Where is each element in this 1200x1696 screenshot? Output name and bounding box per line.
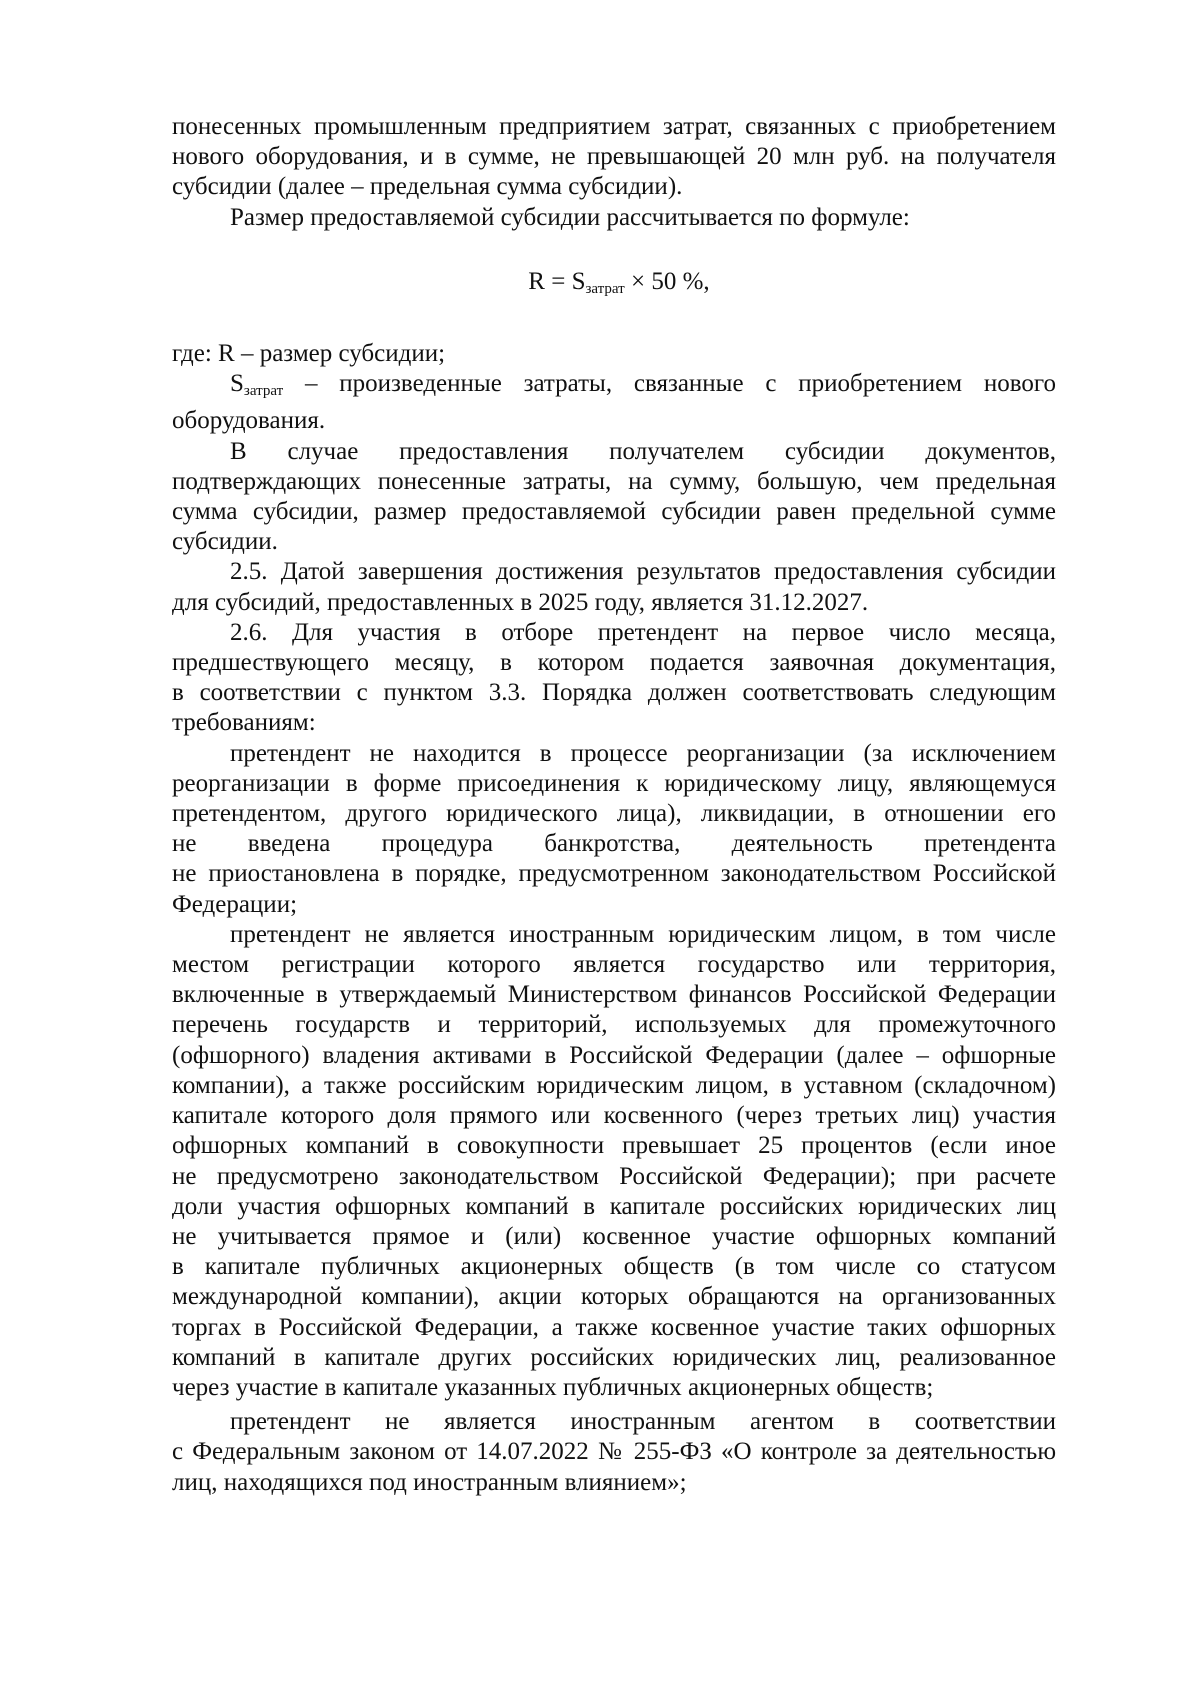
paragraph-line: не введена процедура банкротства, деятельность претендента: [172, 830, 1056, 858]
definition-line: [172, 369, 1056, 406]
paragraph-line: Федерации;: [172, 890, 298, 918]
section-2-6-line: 2.6. Для участия в отборе претендент на первое число месяца,: [230, 618, 1056, 646]
paragraph-line: перечень государств и территорий, используемых для промежуточного: [172, 1011, 1056, 1039]
paragraph-line: включенные в утверждаемый Министерством финансов Российской Федерации: [172, 981, 1056, 1009]
paragraph-line: В случае предоставления получателем субсидии документов,: [230, 437, 1056, 465]
requirement-line: претендент не является иностранным юридическим лицом, в том числе: [230, 920, 1056, 948]
paragraph-line: международной компании), акции которых обращаются на организованных: [172, 1283, 1056, 1311]
paragraph-line: компании), а также российским юридическим лицом, в уставном (складочном): [172, 1071, 1056, 1099]
where-line: где: R – размер субсидии;: [172, 340, 446, 368]
formula: [172, 267, 1056, 304]
paragraph-line: субсидии (далее – предельная сумма субсидии).: [172, 173, 683, 201]
formula-rhs: × 50 %,: [624, 267, 710, 295]
formula-subscript: затрат: [585, 280, 625, 297]
requirement-line: претендент не является иностранным агентом в соответствии: [230, 1408, 1056, 1436]
paragraph-line: для субсидий, предоставленных в 2025 году, является 31.12.2027.: [172, 588, 869, 616]
paragraph-line: не предусмотрено законодательством Российской Федерации); при расчете: [172, 1162, 1056, 1190]
paragraph-line: требованиям:: [172, 709, 316, 737]
paragraph-line: сумма субсидии, размер предоставляемой субсидии равен предельной сумме: [172, 498, 1056, 526]
paragraph-line: оборудования.: [172, 407, 326, 435]
paragraph-line: компаний в капитале других российских юридических лиц, реализованное: [172, 1343, 1056, 1371]
paragraph-line: в капитале публичных акционерных обществ (в том числе со статусом: [172, 1253, 1056, 1281]
paragraph-line: через участие в капитале указанных публичных акционерных обществ;: [172, 1373, 934, 1401]
paragraph-line: доли участия офшорных компаний в капитале российских юридических лиц: [172, 1192, 1056, 1220]
paragraph-line: претендентом, другого юридического лица), ликвидации, в отношении его: [172, 800, 1056, 828]
paragraph-line: понесенных промышленным предприятием затрат, связанных с приобретением: [172, 113, 1056, 140]
paragraph-formula-intro: Размер предоставляемой субсидии рассчитывается по формуле:: [230, 203, 910, 231]
paragraph-line: капитале которого доля прямого или косвенного (через третьих лиц) участия: [172, 1102, 1056, 1130]
paragraph-line: торгах в Российской Федерации, а также косвенное участие таких офшорных: [172, 1313, 1056, 1341]
paragraph-line: лиц, находящихся под иностранным влиянием»;: [172, 1468, 687, 1496]
paragraph-line: офшорных компаний в совокупности превышает 25 процентов (если иное: [172, 1132, 1056, 1160]
paragraph-line: предшествующего месяцу, в котором подается заявочная документация,: [172, 649, 1056, 677]
definition-text: – произведенные затраты, связанные с приобретением нового: [283, 370, 1056, 398]
paragraph-line: не приостановлена в порядке, предусмотренном законодательством Российской: [172, 860, 1056, 888]
paragraph-line: нового оборудования, и в сумме, не превышающей 20 млн руб. на получателя: [172, 143, 1056, 171]
paragraph-line: подтверждающих понесенные затраты, на сумму, большую, чем предельная: [172, 467, 1056, 495]
paragraph-line: (офшорного) владения активами в Российской Федерации (далее – офшорные: [172, 1041, 1056, 1069]
paragraph-line: в соответствии с пунктом 3.3. Порядка должен соответствовать следующим: [172, 679, 1056, 707]
requirement-line: претендент не находится в процессе реорганизации (за исключением: [230, 739, 1056, 767]
paragraph-line: с Федеральным законом от 14.07.2022 № 255-ФЗ «О контроле за деятельностью: [172, 1438, 1056, 1466]
s-subscript: затрат: [243, 383, 284, 400]
paragraph-line: не учитывается прямое и (или) косвенное участие офшорных компаний: [172, 1222, 1056, 1250]
paragraph-line: субсидии.: [172, 528, 278, 556]
paragraph-line: реорганизации в форме присоединения к юридическому лицу, являющемуся: [172, 769, 1056, 797]
formula-lhs: R = S: [528, 267, 586, 295]
document-page: [172, 112, 1056, 1498]
s-symbol: S: [230, 370, 244, 398]
section-2-5-line: 2.5. Датой завершения достижения результатов предоставления субсидии: [230, 558, 1056, 586]
paragraph-line: местом регистрации которого является государство или территория,: [172, 951, 1056, 979]
